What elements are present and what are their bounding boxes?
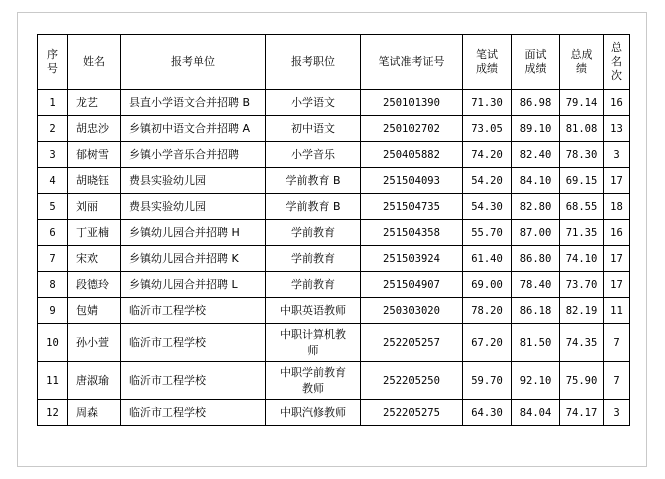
- cell-seq: 5: [38, 194, 68, 220]
- cell-interview-score: 86.18: [512, 298, 560, 324]
- table-row: [38, 90, 630, 116]
- cell-interview-score: 81.50: [512, 324, 560, 362]
- cell-written-score: 73.05: [463, 116, 512, 142]
- cell-seq: 2: [38, 116, 68, 142]
- table-row: [38, 272, 630, 298]
- cell-rank: 16: [604, 220, 630, 246]
- cell-position: 中职汽修教师: [266, 400, 361, 426]
- cell-rank: 17: [604, 246, 630, 272]
- cell-interview-score: 89.10: [512, 116, 560, 142]
- cell-unit: 临沂市工程学校: [121, 400, 266, 426]
- cell-interview-score: 82.40: [512, 142, 560, 168]
- cell-exam-no: 251504735: [361, 194, 463, 220]
- cell-unit: 费县实验幼儿园: [121, 194, 266, 220]
- cell-seq: 11: [38, 362, 68, 400]
- cell-exam-no: 252205257: [361, 324, 463, 362]
- cell-seq: 9: [38, 298, 68, 324]
- cell-name: 丁亚楠: [68, 220, 121, 246]
- cell-unit: 县直小学语文合并招聘 B: [121, 90, 266, 116]
- cell-rank: 3: [604, 400, 630, 426]
- cell-name: 刘丽: [68, 194, 121, 220]
- cell-unit: 临沂市工程学校: [121, 324, 266, 362]
- cell-unit: 乡镇小学音乐合并招聘: [121, 142, 266, 168]
- table-row: [38, 220, 630, 246]
- cell-written-score: 67.20: [463, 324, 512, 362]
- cell-rank: 17: [604, 272, 630, 298]
- header-exam-no: 笔试准考证号: [361, 35, 463, 90]
- cell-written-score: 54.30: [463, 194, 512, 220]
- cell-unit: 临沂市工程学校: [121, 298, 266, 324]
- cell-total-score: 74.10: [560, 246, 604, 272]
- cell-name: 宋欢: [68, 246, 121, 272]
- cell-written-score: 59.70: [463, 362, 512, 400]
- cell-unit: 乡镇初中语文合并招聘 A: [121, 116, 266, 142]
- cell-interview-score: 86.98: [512, 90, 560, 116]
- cell-seq: 12: [38, 400, 68, 426]
- cell-written-score: 54.20: [463, 168, 512, 194]
- cell-exam-no: 250303020: [361, 298, 463, 324]
- table-row: [38, 246, 630, 272]
- cell-total-score: 69.15: [560, 168, 604, 194]
- header-name: 姓名: [68, 35, 121, 90]
- cell-rank: 7: [604, 362, 630, 400]
- cell-name: 包婧: [68, 298, 121, 324]
- table-row: [38, 194, 630, 220]
- cell-unit: 乡镇幼儿园合并招聘 L: [121, 272, 266, 298]
- cell-position: 学前教育 B: [266, 168, 361, 194]
- cell-position: 小学音乐: [266, 142, 361, 168]
- header-unit: 报考单位: [121, 35, 266, 90]
- cell-written-score: 55.70: [463, 220, 512, 246]
- table-row: [38, 116, 630, 142]
- cell-written-score: 71.30: [463, 90, 512, 116]
- cell-total-score: 75.90: [560, 362, 604, 400]
- cell-rank: 18: [604, 194, 630, 220]
- cell-rank: 13: [604, 116, 630, 142]
- table-row: [38, 142, 630, 168]
- cell-exam-no: 251504093: [361, 168, 463, 194]
- cell-exam-no: 251503924: [361, 246, 463, 272]
- cell-rank: 11: [604, 298, 630, 324]
- cell-unit: 费县实验幼儿园: [121, 168, 266, 194]
- cell-seq: 8: [38, 272, 68, 298]
- cell-name: 胡忠沙: [68, 116, 121, 142]
- cell-position: 学前教育: [266, 246, 361, 272]
- cell-position: 学前教育 B: [266, 194, 361, 220]
- cell-total-score: 73.70: [560, 272, 604, 298]
- cell-position: 初中语文: [266, 116, 361, 142]
- cell-name: 唐淑瑜: [68, 362, 121, 400]
- cell-exam-no: 250405882: [361, 142, 463, 168]
- cell-seq: 6: [38, 220, 68, 246]
- cell-rank: 3: [604, 142, 630, 168]
- cell-exam-no: 251504358: [361, 220, 463, 246]
- cell-name: 孙小萱: [68, 324, 121, 362]
- header-rank: 总 名 次: [604, 35, 630, 90]
- cell-total-score: 79.14: [560, 90, 604, 116]
- cell-seq: 3: [38, 142, 68, 168]
- cell-name: 周森: [68, 400, 121, 426]
- header-total-score: 总成 绩: [560, 35, 604, 90]
- cell-seq: 7: [38, 246, 68, 272]
- cell-name: 龙艺: [68, 90, 121, 116]
- cell-interview-score: 87.00: [512, 220, 560, 246]
- cell-interview-score: 84.10: [512, 168, 560, 194]
- cell-total-score: 68.55: [560, 194, 604, 220]
- cell-total-score: 82.19: [560, 298, 604, 324]
- header-interview-score: 面试 成绩: [512, 35, 560, 90]
- cell-exam-no: 252205250: [361, 362, 463, 400]
- cell-written-score: 61.40: [463, 246, 512, 272]
- cell-written-score: 78.20: [463, 298, 512, 324]
- cell-exam-no: 250101390: [361, 90, 463, 116]
- cell-name: 段德玲: [68, 272, 121, 298]
- cell-interview-score: 92.10: [512, 362, 560, 400]
- cell-exam-no: 250102702: [361, 116, 463, 142]
- cell-seq: 1: [38, 90, 68, 116]
- cell-interview-score: 86.80: [512, 246, 560, 272]
- table-body: [38, 90, 630, 426]
- table-row: [38, 362, 630, 400]
- cell-position: 小学语文: [266, 90, 361, 116]
- table-row: [38, 324, 630, 362]
- header-position: 报考职位: [266, 35, 361, 90]
- cell-position: 中职计算机教 师: [266, 324, 361, 362]
- header-seq: 序 号: [38, 35, 68, 90]
- cell-written-score: 64.30: [463, 400, 512, 426]
- table-row: [38, 168, 630, 194]
- cell-exam-no: 252205275: [361, 400, 463, 426]
- cell-rank: 17: [604, 168, 630, 194]
- cell-interview-score: 84.04: [512, 400, 560, 426]
- cell-name: 郁树雪: [68, 142, 121, 168]
- cell-position: 学前教育: [266, 220, 361, 246]
- cell-name: 胡晓钰: [68, 168, 121, 194]
- cell-seq: 10: [38, 324, 68, 362]
- cell-interview-score: 78.40: [512, 272, 560, 298]
- header-written-score: 笔试 成绩: [463, 35, 512, 90]
- cell-written-score: 74.20: [463, 142, 512, 168]
- cell-total-score: 78.30: [560, 142, 604, 168]
- cell-unit: 乡镇幼儿园合并招聘 K: [121, 246, 266, 272]
- cell-rank: 7: [604, 324, 630, 362]
- table-row: [38, 298, 630, 324]
- cell-unit: 临沂市工程学校: [121, 362, 266, 400]
- results-table: [37, 34, 630, 426]
- header-row: [38, 35, 630, 90]
- cell-position: 中职英语教师: [266, 298, 361, 324]
- table-row: [38, 400, 630, 426]
- cell-seq: 4: [38, 168, 68, 194]
- cell-interview-score: 82.80: [512, 194, 560, 220]
- cell-unit: 乡镇幼儿园合并招聘 H: [121, 220, 266, 246]
- cell-written-score: 69.00: [463, 272, 512, 298]
- cell-rank: 16: [604, 90, 630, 116]
- cell-position: 学前教育: [266, 272, 361, 298]
- cell-exam-no: 251504907: [361, 272, 463, 298]
- cell-total-score: 74.35: [560, 324, 604, 362]
- cell-total-score: 74.17: [560, 400, 604, 426]
- cell-position: 中职学前教育 教师: [266, 362, 361, 400]
- cell-total-score: 71.35: [560, 220, 604, 246]
- cell-total-score: 81.08: [560, 116, 604, 142]
